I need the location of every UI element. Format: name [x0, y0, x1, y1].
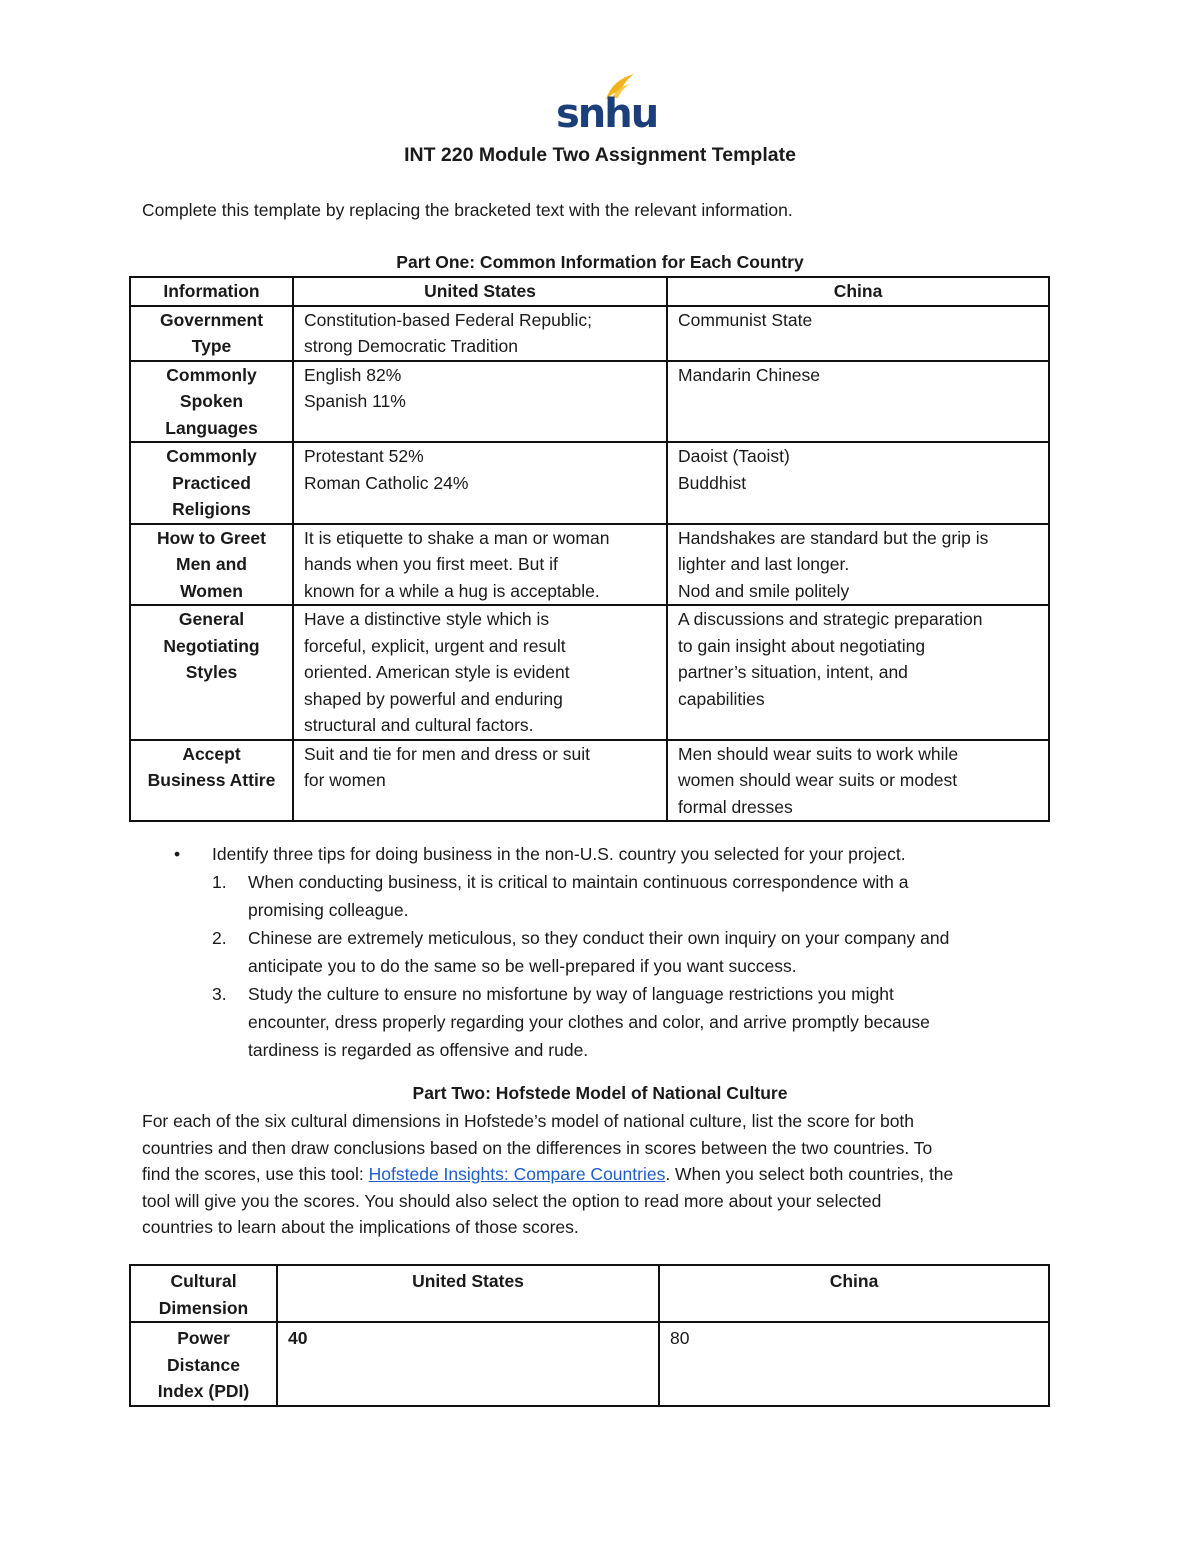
part-two-paragraph: For each of the six cultural dimensions in Hofstede’s model of national culture, list the score for both countries and then draw conclusions based on the differences in scores between the two countries. To find the scores, use this tool: Hofstede Insights: Compare Countries. When you select both countries, the tool will give you the scores. You should also select the option to read more about your selected countries to learn about the implications of those scores. — [142, 1111, 954, 1237]
us-cell: It is etiquette to shake a man or woman hands when you first meet. But if known for a while a hug is acceptable. — [293, 524, 667, 606]
row-label: Commonly Practiced Religions — [130, 442, 293, 524]
table-row — [130, 1322, 1049, 1406]
list-item: 1. When conducting business, it is critical to maintain continuous correspondence with a promising colleague. — [212, 872, 909, 920]
china-cell: A discussions and strategic preparation to gain insight about negotiating partner’s situation, intent, and capabilities — [667, 605, 1049, 740]
china-score: 80 — [659, 1322, 1049, 1406]
part-one-table — [129, 276, 1050, 822]
part-two-table — [129, 1264, 1050, 1407]
table-header-row — [130, 1265, 1049, 1322]
us-cell: Protestant 52% Roman Catholic 24% — [293, 442, 667, 524]
table-row — [130, 306, 1049, 361]
header-cultural-dimension: Cultural Dimension — [130, 1265, 277, 1322]
bullet-icon: • — [174, 844, 181, 864]
table-row — [130, 361, 1049, 443]
china-cell: Men should wear suits to work while women should wear suits or modest formal dresses — [667, 740, 1049, 822]
list-item: 2. Chinese are extremely meticulous, so they conduct their own inquiry on your company and anticipate you to do the same so be well-prepared if you want success. — [212, 928, 950, 976]
row-label: How to Greet Men and Women — [130, 524, 293, 606]
row-label: Accept Business Attire — [130, 740, 293, 822]
list-item: • Identify three tips for doing business in the non-U.S. country you selected for your project. — [170, 840, 1050, 868]
table-row — [130, 605, 1049, 740]
table-row — [130, 524, 1049, 606]
row-label: Commonly Spoken Languages — [130, 361, 293, 443]
row-label: Power Distance Index (PDI) — [130, 1322, 277, 1406]
part-one-heading: Part One: Common Information for Each Country — [396, 252, 804, 272]
header-united-states: United States — [293, 277, 667, 306]
table-row — [130, 740, 1049, 822]
china-cell: Mandarin Chinese — [667, 361, 1049, 443]
us-cell: Constitution-based Federal Republic; strong Democratic Tradition — [293, 306, 667, 361]
us-score: 40 — [277, 1322, 659, 1406]
row-label: General Negotiating Styles — [130, 605, 293, 740]
us-cell: Have a distinctive style which is forceful, explicit, urgent and result oriented. American style is evident shaped by powerful and enduring structural and cultural factors. — [293, 605, 667, 740]
china-cell: Communist State — [667, 306, 1049, 361]
list-item: 3. Study the culture to ensure no misfortune by way of language restrictions you might encounter, dress properly regarding your clothes and color, and arrive promptly because tardiness is regarded as offensive and rude. — [212, 984, 930, 1060]
part-two-heading: Part Two: Hofstede Model of National Culture — [412, 1083, 788, 1103]
us-cell: English 82% Spanish 11% — [293, 361, 667, 443]
table-header-row — [130, 277, 1049, 306]
instructions-text: Complete this template by replacing the bracketed text with the relevant information. — [142, 200, 793, 220]
snhu-logo — [556, 72, 658, 137]
header-information: Information — [130, 277, 293, 306]
china-cell: Handshakes are standard but the grip is lighter and last longer. Nod and smile politely — [667, 524, 1049, 606]
header-china: China — [659, 1265, 1049, 1322]
table-row — [130, 442, 1049, 524]
row-label: Government Type — [130, 306, 293, 361]
china-cell: Daoist (Taoist) Buddhist — [667, 442, 1049, 524]
document-title: INT 220 Module Two Assignment Template — [404, 144, 796, 166]
hofstede-compare-link[interactable]: Hofstede Insights: Compare Countries — [368, 1164, 666, 1184]
header-united-states: United States — [277, 1265, 659, 1322]
logo-wordmark: snhu — [556, 91, 658, 137]
us-cell: Suit and tie for men and dress or suit for women — [293, 740, 667, 822]
header-china: China — [667, 277, 1049, 306]
tips-section — [170, 840, 1050, 1064]
